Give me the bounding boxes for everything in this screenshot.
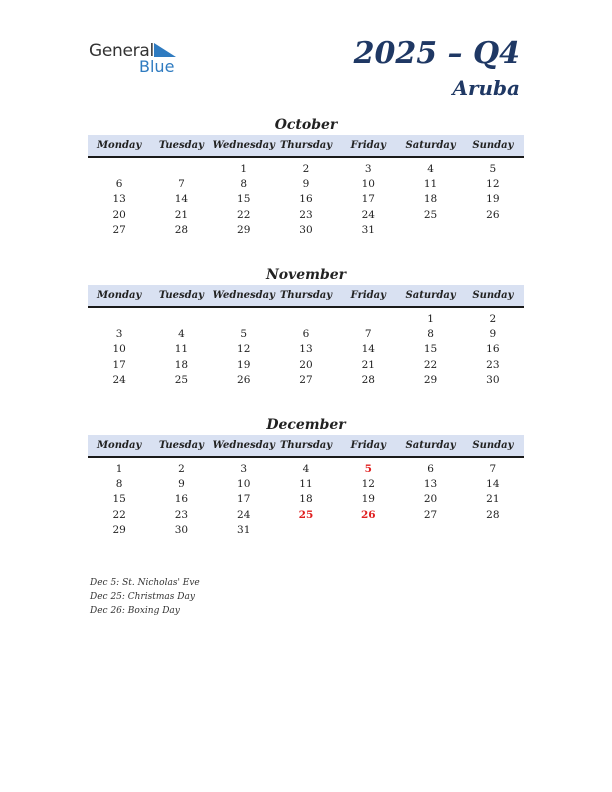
- day-cell: 7: [489, 462, 497, 475]
- day-cell: 30: [174, 523, 189, 536]
- weekday-label: Thursday: [279, 440, 333, 451]
- weekday-header-row: [88, 135, 524, 158]
- day-cell: 11: [299, 477, 313, 490]
- month-october: [88, 115, 524, 237]
- week-row: [88, 326, 524, 341]
- day-cell: 19: [361, 493, 375, 506]
- weekday-label: Wednesday: [212, 140, 275, 151]
- day-cell: 18: [423, 193, 438, 206]
- day-cell: 14: [486, 477, 500, 490]
- day-cell: 31: [237, 523, 251, 536]
- day-cell: 20: [423, 493, 438, 506]
- week-row: [88, 461, 524, 476]
- day-cell: 6: [302, 327, 310, 340]
- week-row: [88, 357, 524, 372]
- day-cell: 31: [361, 223, 375, 236]
- weekday-label: Tuesday: [158, 440, 204, 451]
- day-cell: 12: [486, 177, 500, 190]
- day-cell: 7: [364, 327, 372, 340]
- weekday-label: Sunday: [472, 440, 514, 451]
- day-cell: 13: [423, 477, 438, 490]
- weekday-label: Thursday: [279, 290, 333, 301]
- day-cell: 2: [178, 462, 185, 475]
- day-cell: 12: [237, 343, 251, 356]
- day-cell: 9: [302, 177, 310, 190]
- day-cell: 19: [486, 193, 500, 206]
- weekday-label: Thursday: [279, 140, 333, 151]
- day-cell: 3: [115, 327, 123, 340]
- logo-triangle-icon: [154, 43, 176, 57]
- logo-blue-text: Blue: [139, 57, 175, 76]
- day-cell: 15: [423, 343, 438, 356]
- page-title: 2025 – Q4: [353, 36, 520, 71]
- day-cell: 16: [486, 343, 500, 356]
- weekday-label: Monday: [96, 440, 142, 451]
- week-row: [88, 522, 524, 537]
- weekday-label: Tuesday: [158, 290, 204, 301]
- day-cell: 29: [423, 373, 438, 386]
- day-cell: 22: [112, 508, 126, 521]
- day-cell: 29: [112, 523, 126, 536]
- day-cell: 9: [178, 477, 185, 490]
- country-subtitle: Aruba: [452, 76, 520, 100]
- day-cell: 22: [237, 208, 251, 221]
- day-cell: 17: [237, 493, 251, 506]
- day-cell: 27: [112, 223, 126, 236]
- day-cell: 20: [299, 358, 313, 371]
- day-cell: 2: [302, 162, 310, 175]
- day-cell: 13: [112, 193, 126, 206]
- day-cell: 22: [423, 358, 438, 371]
- day-cell: 21: [486, 493, 500, 506]
- day-cell: 8: [115, 477, 123, 490]
- day-cell: 26: [486, 208, 500, 221]
- holiday-note: Dec 26: Boxing Day: [90, 606, 180, 616]
- day-cell: 2: [489, 312, 497, 325]
- day-cell: 3: [364, 162, 372, 175]
- day-cell: 15: [112, 493, 126, 506]
- day-cell: 1: [115, 462, 123, 475]
- day-cell: 18: [299, 493, 313, 506]
- day-cell: 24: [237, 508, 251, 521]
- logo-general-text: General: [89, 41, 154, 61]
- day-cell: 1: [240, 162, 248, 175]
- week-row: [88, 476, 524, 491]
- day-cell: 9: [489, 327, 497, 340]
- day-cell: 26: [237, 373, 251, 386]
- holiday-day-cell: 26: [360, 508, 376, 521]
- weekday-label: Wednesday: [212, 290, 275, 301]
- week-row: [88, 311, 524, 326]
- holiday-day-cell: 5: [364, 462, 372, 475]
- day-cell: 12: [361, 477, 375, 490]
- day-cell: 5: [240, 327, 248, 340]
- holiday-note: Dec 25: Christmas Day: [90, 592, 195, 602]
- day-cell: 28: [174, 223, 189, 236]
- weekday-header-row: [88, 435, 524, 458]
- week-row: [88, 507, 524, 522]
- day-cell: 30: [486, 373, 500, 386]
- day-cell: 16: [174, 493, 189, 506]
- day-cell: 19: [237, 358, 251, 371]
- weekday-header-row: [88, 285, 524, 308]
- day-cell: 1: [427, 312, 434, 325]
- day-cell: 20: [112, 208, 126, 221]
- day-cell: 24: [361, 208, 375, 221]
- day-cell: 14: [361, 343, 375, 356]
- day-cell: 3: [240, 462, 248, 475]
- day-cell: 15: [237, 193, 251, 206]
- day-cell: 18: [174, 358, 189, 371]
- day-cell: 17: [361, 193, 375, 206]
- day-cell: 10: [112, 343, 126, 356]
- day-cell: 24: [112, 373, 126, 386]
- month-title: December: [266, 417, 346, 433]
- day-cell: 25: [174, 373, 189, 386]
- day-cell: 4: [302, 462, 310, 475]
- day-cell: 23: [174, 508, 189, 521]
- month-title: October: [274, 117, 338, 133]
- weekday-label: Friday: [350, 290, 386, 301]
- day-cell: 23: [299, 208, 313, 221]
- day-cell: 23: [486, 358, 500, 371]
- day-cell: 13: [299, 343, 313, 356]
- week-row: [88, 192, 524, 207]
- day-cell: 4: [427, 162, 434, 175]
- week-row: [88, 176, 524, 191]
- week-row: [88, 372, 524, 387]
- day-cell: 5: [489, 162, 497, 175]
- generalblue-logo: [89, 40, 199, 80]
- day-cell: 21: [361, 358, 375, 371]
- week-row: [88, 342, 524, 357]
- weekday-label: Wednesday: [212, 440, 275, 451]
- day-cell: 8: [427, 327, 434, 340]
- day-cell: 30: [299, 223, 313, 236]
- weekday-label: Monday: [96, 140, 142, 151]
- weekday-label: Friday: [350, 140, 386, 151]
- month-november: [88, 265, 524, 387]
- day-cell: 27: [299, 373, 313, 386]
- day-cell: 14: [174, 193, 189, 206]
- day-cell: 16: [299, 193, 313, 206]
- day-cell: 25: [423, 208, 438, 221]
- weekday-label: Sunday: [472, 140, 514, 151]
- week-row: [88, 492, 524, 507]
- week-row: [88, 207, 524, 222]
- weekday-label: Saturday: [405, 140, 456, 151]
- weekday-label: Monday: [96, 290, 142, 301]
- day-cell: 7: [178, 177, 185, 190]
- day-cell: 28: [486, 508, 500, 521]
- day-cell: 21: [174, 208, 189, 221]
- day-cell: 29: [237, 223, 251, 236]
- holiday-notes: [90, 576, 200, 618]
- weekday-label: Tuesday: [158, 140, 204, 151]
- day-cell: 4: [178, 327, 185, 340]
- day-cell: 8: [240, 177, 248, 190]
- day-cell: 6: [427, 462, 434, 475]
- month-title: November: [265, 267, 347, 283]
- day-cell: 11: [423, 177, 438, 190]
- day-cell: 28: [361, 373, 375, 386]
- day-cell: 6: [115, 177, 123, 190]
- weekday-label: Friday: [350, 440, 386, 451]
- month-december: [88, 415, 524, 537]
- day-cell: 17: [112, 358, 126, 371]
- weekday-label: Saturday: [405, 290, 456, 301]
- day-cell: 27: [423, 508, 438, 521]
- weekday-label: Saturday: [405, 440, 456, 451]
- week-row: [88, 222, 524, 237]
- holiday-note: Dec 5: St. Nicholas' Eve: [90, 578, 200, 588]
- week-row: [88, 161, 524, 176]
- day-cell: 11: [174, 343, 189, 356]
- holiday-day-cell: 25: [298, 508, 314, 521]
- weekday-label: Sunday: [472, 290, 514, 301]
- day-cell: 10: [361, 177, 375, 190]
- day-cell: 10: [237, 477, 251, 490]
